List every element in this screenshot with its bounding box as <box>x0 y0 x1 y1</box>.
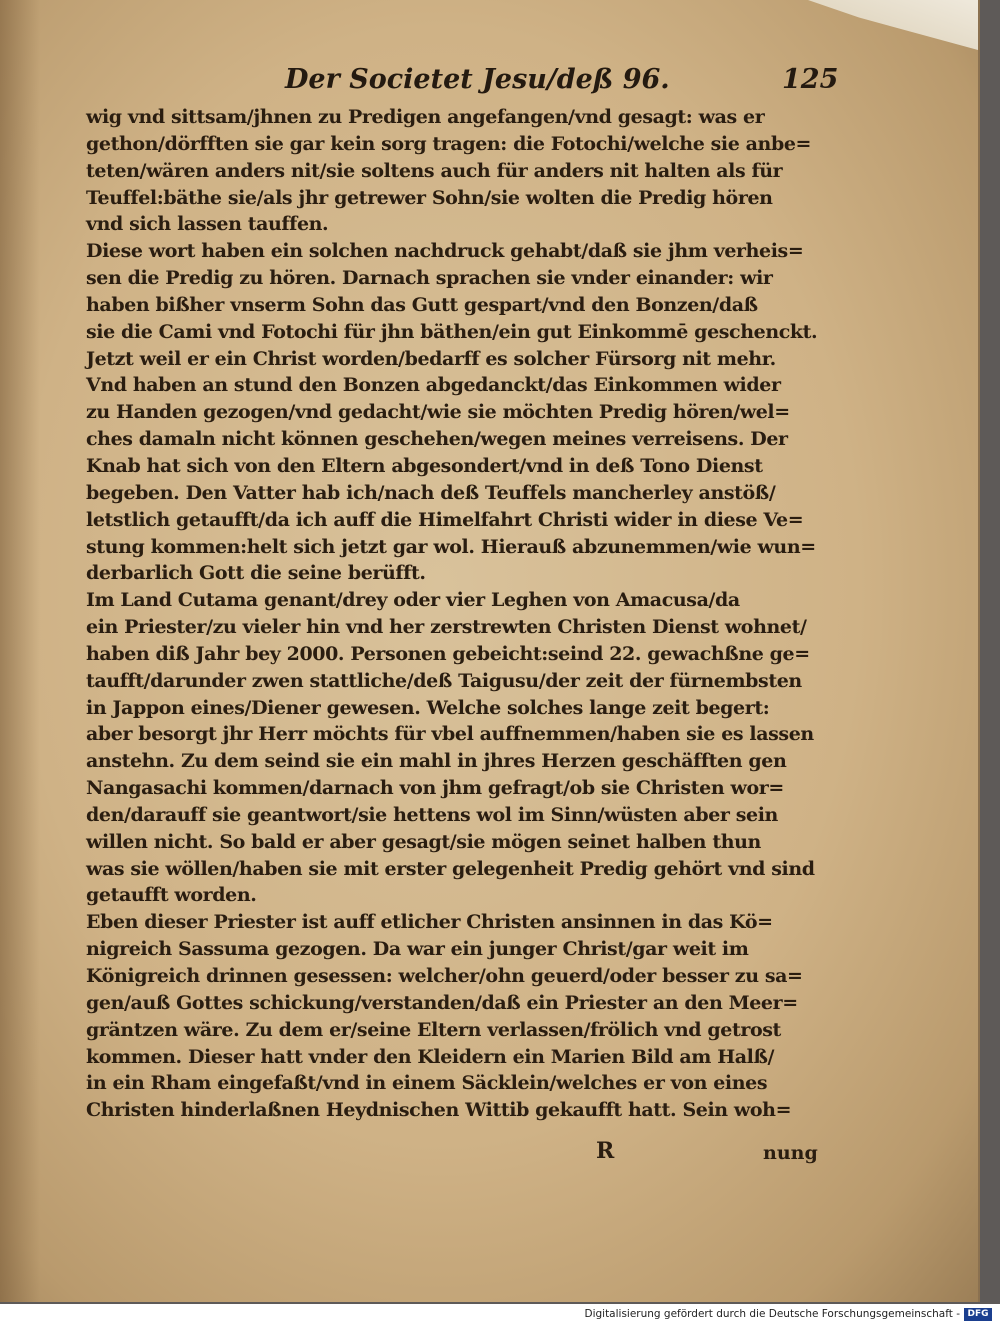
text-line: Königreich drinnen gesessen: welcher/ohn geuerd/oder besser zu sa= <box>86 965 803 987</box>
text-line: Knab hat sich von den Eltern abgesondert/vnd in deß Tono Dienst <box>86 454 763 477</box>
text-line: Im Land Cutama genant/drey oder vier Leghen von Amacusa/da <box>86 589 740 612</box>
text-line: gräntzen wäre. Zu dem er/seine Eltern verlassen/frölich vnd getrost <box>86 1018 781 1041</box>
text-line: in Jappon eines/Diener gewesen. Welche solches lange zeit begert: <box>86 696 770 719</box>
text-line: Teuffel:bäthe sie/als jhr getrewer Sohn/sie wolten die Predig hören <box>86 186 773 209</box>
text-line: willen nicht. So bald er aber gesagt/sie mögen seinet halben thun <box>86 830 761 853</box>
text-line: sen die Predig zu hören. Darnach sprachen sie vnder einander: wir <box>86 267 773 290</box>
text-line: kommen. Dieser hatt vnder den Kleidern ein Marien Bild am Halß/ <box>86 1045 775 1068</box>
text-line: Nangasachi kommen/darnach von jhm gefragt/ob sie Christen wor= <box>86 777 784 800</box>
text-line: Jetzt weil er ein Christ worden/bedarff es solcher Fürsorg nit mehr. <box>86 347 776 370</box>
text-line: taufft/darunder zwen stattliche/deß Taigusu/der zeit der fürnembsten <box>86 669 802 692</box>
text-line: ein Priester/zu vieler hin vnd her zerstrewten Christen Dienst wohnet/ <box>86 616 807 639</box>
text-line: sie die Cami vnd Fotochi für jhn bäthen/ein gut Einkommē geschenckt. <box>86 320 818 343</box>
text-line: getaufft worden. <box>86 884 257 907</box>
text-line: Vnd haben an stund den Bonzen abgedanckt/das Einkommen wider <box>86 374 781 397</box>
text-line: aber besorgt jhr Herr möchts für vbel auffnemmen/haben sie es lassen <box>86 723 814 746</box>
text-line: stung kommen:helt sich jetzt gar wol. Hierauß abzunemmen/wie wun= <box>86 535 816 558</box>
running-title: Der Societet Jesu/deß 96. <box>285 64 670 95</box>
text-line: Diese wort haben ein solchen nachdruck gehabt/daß sie jhm verheis= <box>86 240 804 263</box>
page-number: 125 <box>782 64 839 95</box>
catchword: nung <box>763 1142 818 1164</box>
signature-mark: R <box>596 1138 615 1164</box>
text-line: den/darauff sie geantwort/sie hettens wol im Sinn/wüsten aber sein <box>86 803 778 826</box>
dfg-logo-icon: DFG <box>964 1308 992 1321</box>
text-line: nigreich Sassuma gezogen. Da war ein junger Christ/gar weit im <box>86 938 749 961</box>
body-text <box>86 104 824 1124</box>
text-line: begeben. Den Vatter hab ich/nach deß Teuffels mancherley anstöß/ <box>86 481 776 504</box>
text-line: letstlich getaufft/da ich auff die Himelfahrt Christi wider in diese Ve= <box>86 508 804 531</box>
text-line: zu Handen gezogen/vnd gedacht/wie sie möchten Predig hören/wel= <box>86 401 790 424</box>
text-line: wig vnd sittsam/jhnen zu Predigen angefangen/vnd gesagt: was er <box>86 106 765 128</box>
text-line: gethon/dörfften sie gar kein sorg tragen: die Fotochi/welche sie anbe= <box>86 132 812 155</box>
text-line: was sie wöllen/haben sie mit erster gelegenheit Predig gehört vnd sind <box>86 857 815 880</box>
text-line: teten/wären anders nit/sie soltens auch für anders nit halten als für <box>86 159 783 182</box>
text-line: Christen hinderlaßnen Heydnischen Wittib gekaufft hatt. Sein woh= <box>86 1099 792 1122</box>
text-line: derbarlich Gott die seine berüfft. <box>86 562 426 585</box>
text-line: haben diß Jahr bey 2000. Personen gebeicht:seind 22. gewachßne ge= <box>86 642 810 665</box>
page-corner-fold <box>808 0 978 50</box>
page-header <box>285 62 839 102</box>
text-line: ches damaln nicht können geschehen/wegen meines verreisens. Der <box>86 428 788 451</box>
text-line: gen/auß Gottes schickung/verstanden/daß ein Priester an den Meer= <box>86 991 798 1014</box>
text-line: in ein Rham eingefaßt/vnd in einem Säcklein/welches er von eines <box>86 1072 768 1095</box>
text-line: anstehn. Zu dem seind sie ein mahl in jhres Herzen geschäfften gen <box>86 750 787 773</box>
text-line: vnd sich lassen tauffen. <box>86 213 329 236</box>
footer-bar <box>0 1305 1000 1324</box>
text-line: Eben dieser Priester ist auff etlicher Christen ansinnen in das Kö= <box>86 911 773 934</box>
text-line: haben bißher vnserm Sohn das Gutt gespart/vnd den Bonzen/daß <box>86 293 758 316</box>
funding-credit: Digitalisierung gefördert durch die Deutsche Forschungsgemeinschaft - <box>584 1308 960 1320</box>
